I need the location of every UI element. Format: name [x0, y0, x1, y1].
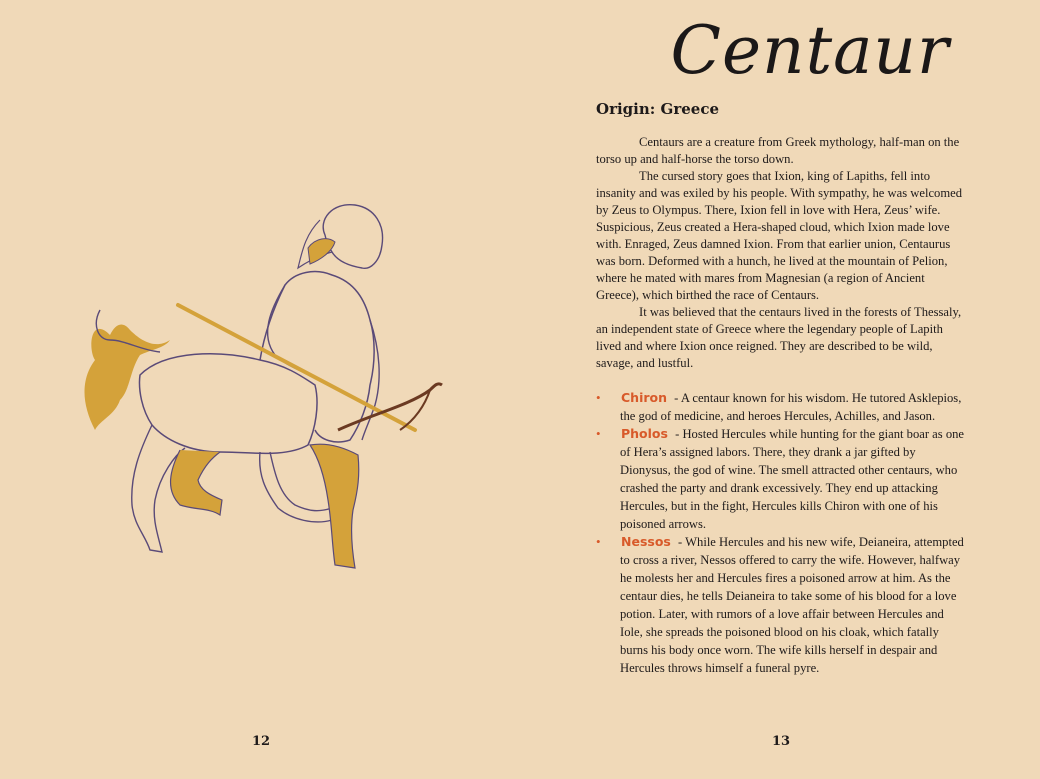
- list-item: [596, 533, 968, 677]
- bullet-icon: •: [596, 534, 601, 549]
- page-number-right: 13: [772, 734, 791, 749]
- paragraph: The cursed story goes that Ixion, king of Lapiths, fell into insanity and was exiled by his people. With sympathy, he was welcomed by Zeus to Olympus. There, Ixion fell in love with Hera, Zeus’ wife. Suspicious, Zeus created a Hera-shaped cloud, which Ixion made love with. Enraged, Zeus damned Ixion. From that earlier union, Centaurus was born. Deformed with a hunch, he lived at the mountain of Pelion, where he mated with mares from Magnesian (a region of Ancient Greece), which birthed the race of Centaurs.: [596, 169, 963, 302]
- right-page: [520, 0, 1040, 779]
- paragraph: It was believed that the centaurs lived in the forests of Thessaly, an independent state of Greece where the legendary people of Lapith lived and where Ixion once reigned. They are described to be wild, savage, and lustful.: [596, 305, 962, 370]
- bullet-icon: •: [596, 426, 601, 441]
- centaur-illustration: [70, 190, 470, 590]
- page-title: Centaur: [670, 12, 950, 89]
- figure-name-nessos: Nessos: [621, 534, 671, 549]
- list-item: [596, 389, 968, 425]
- notable-centaurs-list: [596, 389, 968, 677]
- bullet-icon: •: [596, 390, 601, 405]
- origin-heading: Origin: Greece: [596, 100, 719, 118]
- figure-description: - A centaur known for his wisdom. He tutored Asklepios, the god of medicine, and heroes Hercules, Achilles, and Jason.: [620, 391, 962, 423]
- figure-description: - Hosted Hercules while hunting for the giant boar as one of Hera’s assigned labors. There, they drank a jar gifted by Dionysus, the god of wine. The smell attracted other centaurs, who crashed the party and drank excessively. They end up attacking Hercules, but in the fight, Hercules kills Chiron with one of his poisoned arrows.: [620, 427, 965, 531]
- figure-name-chiron: Chiron: [621, 390, 668, 405]
- page-number-left: 12: [252, 734, 271, 749]
- figure-name-pholos: Pholos: [621, 426, 668, 441]
- figure-description: - While Hercules and his new wife, Deianeira, attempted to cross a river, Nessos offered to carry the wife. However, halfway he molests her and Hercules fires a poisoned arrow at him. As the centaur dies, he tells Deianeira to take some of his blood for a love potion. Later, with rumors of a love affair between Hercules and Iole, she spreads the poisoned blood on his cloak, which fatally burns his body once worn. The wife kills herself in despair and Hercules throws himself a funeral pyre.: [620, 535, 964, 675]
- list-item: [596, 425, 968, 533]
- intro-text: [596, 134, 966, 372]
- paragraph: Centaurs are a creature from Greek mythology, half-man on the torso up and half-horse the torso down.: [596, 135, 960, 166]
